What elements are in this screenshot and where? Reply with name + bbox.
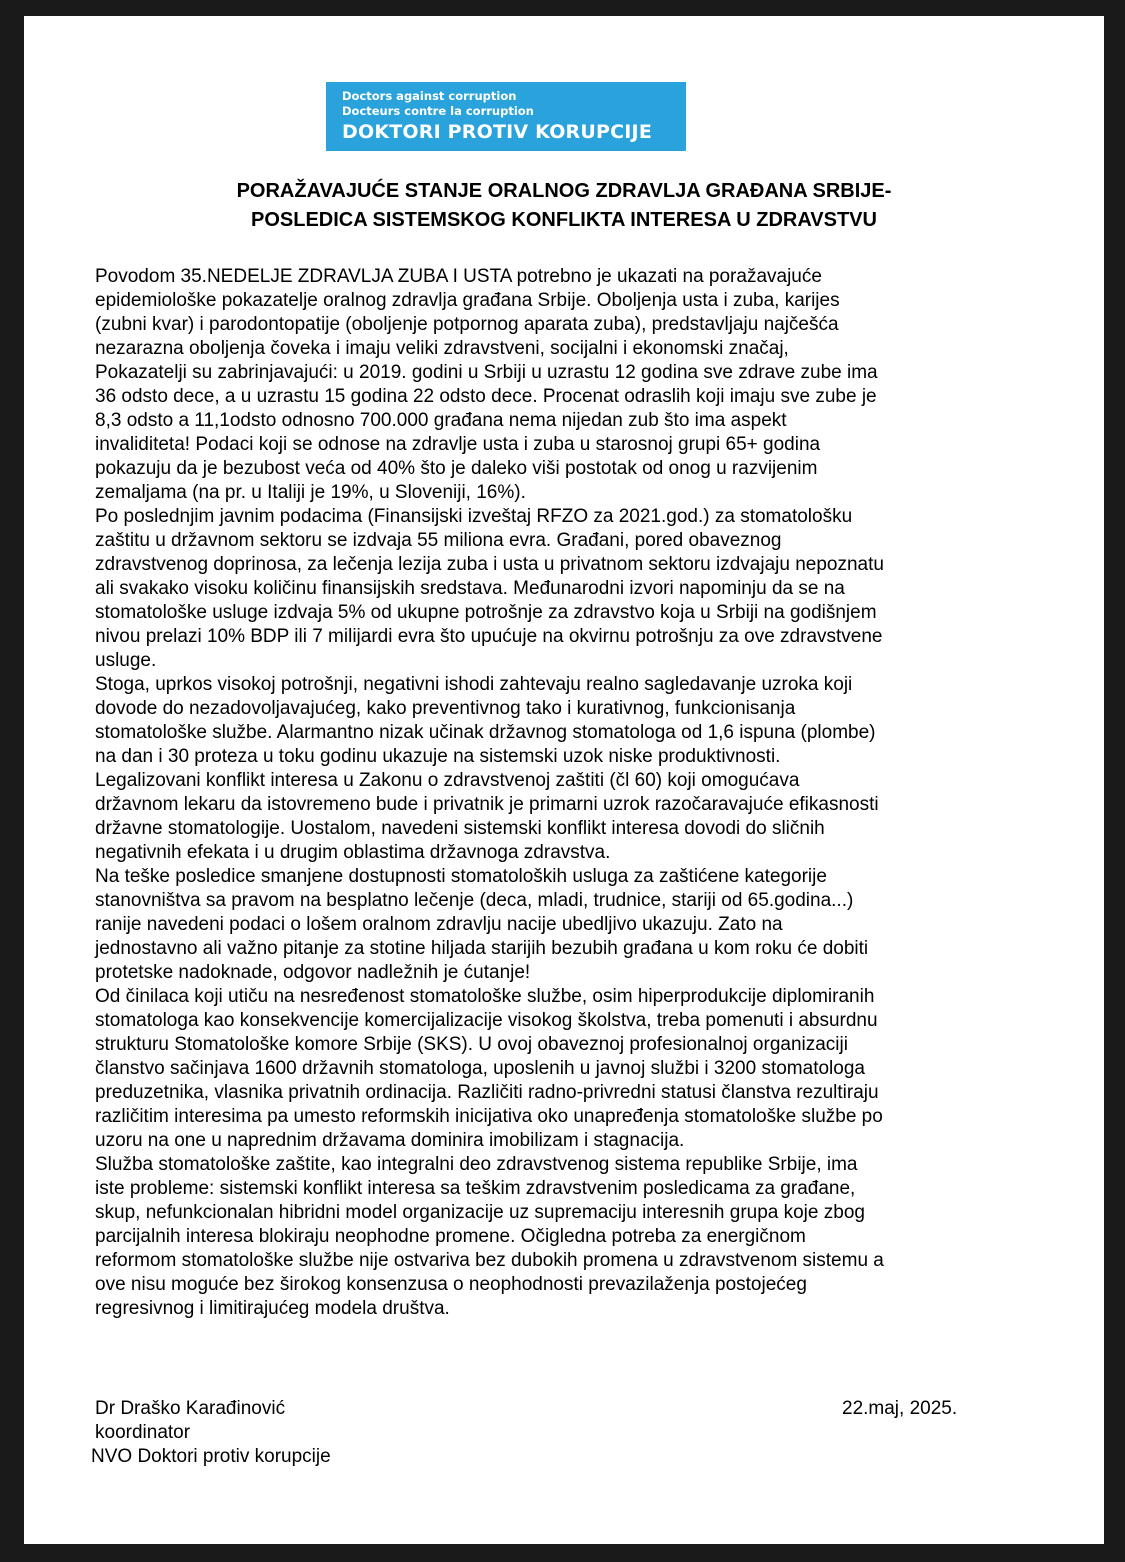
body-line: iste probleme: sistemski konflikt interesa sa teškim zdravstvenim posledicama za građane, bbox=[95, 1178, 856, 1199]
body-line: Povodom 35.NEDELJE ZDRAVLJA ZUBA I USTA potrebno je ukazati na poražavajuće bbox=[95, 266, 822, 287]
body-line: preduzetnika, vlasnika privatnih ordinacija. Različiti radno-privredni statusi članstva rezultiraju bbox=[95, 1082, 879, 1103]
body-line: negativnih efekata i u drugim oblastima državnoga zdravstva. bbox=[95, 842, 611, 863]
body-line: stomatološke usluge izdvaja 5% od ukupne potrošnje za zdravstvo koja u Srbiji na godišnjem bbox=[95, 602, 877, 623]
body-line: Od činilaca koji utiču na nesređenost stomatološke službe, osim hiperprodukcije diplomiranih bbox=[95, 986, 875, 1007]
document-title-line-2: POSLEDICA SISTEMSKOG KONFLIKTA INTERESA U ZDRAVSTVU bbox=[251, 209, 877, 231]
logo-english-name: Doctors against corruption bbox=[342, 89, 517, 103]
document-page bbox=[24, 16, 1104, 1544]
body-line: Pokazatelji su zabrinjavajući: u 2019. godini u Srbiji u uzrastu 12 godina sve zdrave zube ima bbox=[95, 362, 878, 383]
body-line: ove nisu moguće bez širokog konsenzusa o neophodnosti prevazilaženja postojećeg bbox=[95, 1274, 807, 1295]
body-line: zaštitu u državnom sektoru se izdvaja 55 miliona evra. Građani, pored obaveznog bbox=[95, 530, 782, 551]
logo-french-name: Docteurs contre la corruption bbox=[342, 104, 534, 118]
body-line: reformom stomatološke službe nije ostvariva bez dubokih promena u zdravstvenom sistemu a bbox=[95, 1250, 884, 1271]
body-line: strukturu Stomatološke komore Srbije (SKS). U ovoj obaveznoj profesionalnoj organizaciji bbox=[95, 1034, 848, 1055]
body-line: zdravstvenog doprinosa, za lečenja lezija zuba i usta u privatnom sektoru izdvajaju nepoznatu bbox=[95, 554, 884, 575]
signature-role: koordinator bbox=[95, 1422, 191, 1443]
body-line: stomatološke službe. Alarmantno nizak učinak državnog stomatologa od 1,6 ispuna (plombe) bbox=[95, 722, 876, 743]
body-line: uzoru na one u naprednim državama dominira imobilizam i stagnacija. bbox=[95, 1130, 685, 1151]
body-line: zemaljama (na pr. u Italiji je 19%, u Sloveniji, 16%). bbox=[95, 482, 526, 503]
body-line: stomatologa kao konsekvencije komercijalizacije visokog školstva, treba pomenuti i absurdnu bbox=[95, 1010, 878, 1031]
body-line: dovode do nezadovoljavajućeg, kako preventivnog tako i kurativnog, funkcionisanja bbox=[95, 698, 796, 719]
body-line: ranije navedeni podaci o lošem oralnom zdravlju nacije ubedljivo ukazuju. Zato na bbox=[95, 914, 783, 935]
signature-name: Dr Draško Karađinović bbox=[95, 1398, 286, 1419]
signature-organization: NVO Doktori protiv korupcije bbox=[91, 1446, 331, 1467]
body-line: Stoga, uprkos visokoj potrošnji, negativni ishodi zahtevaju realno sagledavanje uzroka koji bbox=[95, 674, 853, 695]
body-line: Legalizovani konflikt interesa u Zakonu o zdravstvenoj zaštiti (čl 60) koji omogućava bbox=[95, 770, 800, 791]
body-line: protetske nadoknade, odgovor nadležnih je ćutanje! bbox=[95, 962, 531, 983]
body-line: usluge. bbox=[95, 650, 157, 671]
body-line: nivou prelazi 10% BDP ili 7 milijardi evra što upućuje na okvirnu potrošnju za ove zdravstvene bbox=[95, 626, 883, 647]
body-line: Po poslednjim javnim podacima (Finansijski izveštaj RFZO za 2021.god.) za stomatološku bbox=[95, 506, 853, 527]
body-line: 36 odsto dece, a u uzrastu 15 godina 22 odsto dece. Procenat odraslih koji imaju sve zube je bbox=[95, 386, 877, 407]
body-line: jednostavno ali važno pitanje za stotine hiljada starijih bezubih građana u kom roku će dobiti bbox=[95, 938, 869, 959]
body-line: pokazuju da je bezubost veća od 40% što je daleko viši postotak od onog u razvijenim bbox=[95, 458, 818, 479]
body-line: članstvo sačinjava 1600 državnih stomatologa, uposlenih u javnoj službi i 3200 stomatologa bbox=[95, 1058, 865, 1079]
document-date: 22.maj, 2025. bbox=[842, 1398, 958, 1419]
body-line: Služba stomatološke zaštite, kao integralni deo zdravstvenog sistema republike Srbije, ima bbox=[95, 1154, 858, 1175]
body-line: različitim interesima pa umesto reformskih inicijativa oko unapređenja stomatološke službe po bbox=[95, 1106, 883, 1127]
body-line: državnom lekaru da istovremeno bude i privatnik je primarni uzrok razočaravajuće efikasnosti bbox=[95, 794, 879, 815]
body-line: parcijalnih interesa blokiraju neophodne promene. Očigledna potreba za energičnom bbox=[95, 1226, 806, 1247]
body-line: skup, nefunkcionalan hibridni model organizacije uz supremaciju interesnih grupa koje zbog bbox=[95, 1202, 865, 1223]
document-title-line-1: PORAŽAVAJUĆE STANJE ORALNOG ZDRAVLJA GRAĐANA SRBIJE- bbox=[236, 180, 892, 202]
body-line: (zubni kvar) i parodontopatije (oboljenje potpornog aparata zuba), predstavljaju najčešća bbox=[95, 314, 839, 335]
body-line: regresivnog i limitirajućeg modela društva. bbox=[95, 1298, 450, 1319]
organization-logo bbox=[326, 82, 686, 151]
body-line: nezarazna oboljenja čoveka i imaju veliki zdravstveni, socijalni i ekonomski značaj, bbox=[95, 338, 789, 359]
body-line: državne stomatologije. Uostalom, navedeni sistemski konflikt interesa dovodi do sličnih bbox=[95, 818, 825, 839]
body-line: ali svakako visoku količinu finansijskih sredstava. Međunarodni izvori napominju da se na bbox=[95, 578, 845, 599]
logo-serbian-name: DOKTORI PROTIV KORUPCIJE bbox=[342, 121, 652, 143]
body-line: Na teške posledice smanjene dostupnosti stomatoloških usluga za zaštićene kategorije bbox=[95, 866, 827, 887]
body-line: stanovništva sa pravom na besplatno lečenje (deca, mladi, trudnice, stariji od 65.godina...) bbox=[95, 890, 854, 911]
body-line: 8,3 odsto a 11,1odsto odnosno 700.000 građana nema nijedan zub što ima aspekt bbox=[95, 410, 787, 431]
body-line: invaliditeta! Podaci koji se odnose na zdravlje usta i zuba u starosnoj grupi 65+ godina bbox=[95, 434, 821, 455]
body-line: na dan i 30 proteza u toku godinu ukazuje na sistemski uzok niske produktivnosti. bbox=[95, 746, 781, 767]
body-line: epidemiološke pokazatelje oralnog zdravlja građana Srbije. Oboljenja usta i zuba, karijes bbox=[95, 290, 840, 311]
